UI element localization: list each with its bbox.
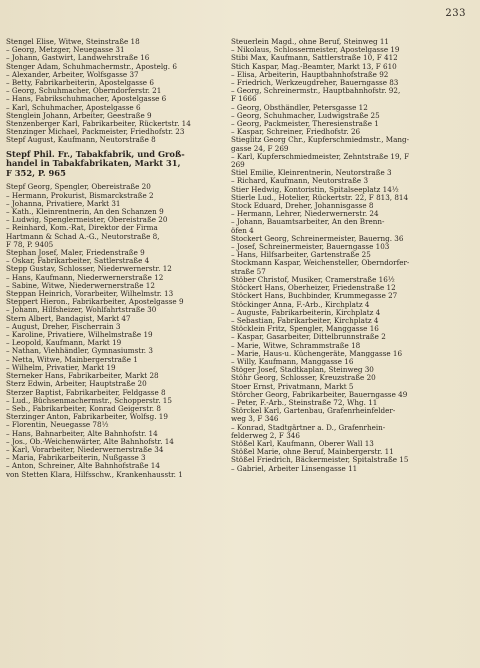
- directory-entry: Störcher Georg, Fabrikarbeiter, Bauerngasse 49: [231, 390, 408, 399]
- directory-entry: – Betty, Fabrikarbeiterin, Apostelgasse 6: [6, 79, 154, 88]
- directory-entry: – Kaspar, Schreiner, Friedhofstr. 26: [231, 128, 361, 137]
- directory-entry: – Richard, Kaufmann, Neutorstraße 3: [231, 177, 369, 186]
- directory-entry: – Georg, Schuhmacher, Oberndorferstr. 21: [6, 87, 162, 96]
- directory-entry: Stenglein Johann, Arbeiter, Geestraße 9: [6, 111, 152, 120]
- directory-entry: Stöckert Hans, Buchbinder, Krummegasse 27: [231, 292, 398, 301]
- directory-entry: – Karl, Schuhmacher, Apostelgasse 6: [6, 103, 141, 112]
- directory-entry: handel in Tabakfabrikaten, Markt 31,: [6, 159, 181, 169]
- directory-entry: – Gabriel, Arbeiter Linsengasse 11: [231, 464, 358, 473]
- directory-entry: Stockert Georg, Schreinermeister, Bauerng. 36: [231, 234, 404, 243]
- directory-entry: – Hans, Fabrikschuhmacher, Apostelgasse 6: [6, 95, 167, 104]
- directory-entry: – Alexander, Arbeiter, Wolfsgasse 37: [6, 70, 139, 79]
- directory-entry: – Konrad, Stadtgärtner a. D., Grafenrhein-: [231, 423, 386, 432]
- directory-entry: Stöcklein Fritz, Spengler, Manggasse 16: [231, 325, 379, 334]
- directory-entry: – Kaspar, Gasarbeiter, Dittelbrunnstraße 2: [231, 333, 386, 342]
- directory-entry: Stenzenberger Karl, Fabrikarbeiter, Rückertstr. 14: [6, 120, 191, 129]
- directory-entry: – Jos., Ob.-Weichenwärter, Alte Bahnhofstr. 14: [6, 437, 174, 446]
- directory-entry: Stepf August, Kaufmann, Neutorstraße 8: [6, 136, 156, 145]
- directory-entry: Stierle Lud., Hotelier, Rückertstr. 22, F 813, 814: [231, 193, 409, 202]
- directory-entry: – Leopold, Kaufmann, Markt 19: [6, 339, 122, 348]
- directory-entry: – Johann, Hilfsheizer, Wohlfahrtstraße 30: [6, 306, 157, 315]
- directory-entry: – Anton, Schreiner, Alte Bahnhofstraße 14: [6, 462, 160, 471]
- directory-entry: Stöhr Georg, Schlosser, Kreuzstraße 20: [231, 374, 376, 383]
- directory-entry: – Hans, Bahnarbeiter, Alte Bahnhofstr. 14: [6, 429, 158, 438]
- directory-entry: – Oskar, Fabrikarbeiter, Sattlerstraße 4: [6, 257, 150, 266]
- directory-entry: Steppert Hieron., Fabrikarbeiter, Apostelgasse 9: [6, 298, 184, 307]
- directory-entry: felderweg 2, F 346: [231, 431, 300, 440]
- directory-entry: – Hermann, Prokurist, Bismarckstraße 2: [6, 191, 154, 200]
- directory-entry: Störckel Karl, Gartenbau, Grafenrheinfelder-: [231, 407, 396, 416]
- directory-entry: – Nathan, Viehhändler, Gymnasiumstr. 3: [6, 347, 153, 356]
- directory-entry: Stephan Josef, Maler, Friedenstraße 9: [6, 249, 145, 258]
- directory-entry: – Sebastian, Fabrikarbeiter, Kirchplatz 4: [231, 316, 379, 325]
- directory-entry: Stenger Adam, Schuhmachermstr., Apostelg. 6: [6, 62, 177, 71]
- directory-entry: Stier Hedwig, Kontoristin, Spitalseeplatz 14½: [231, 185, 399, 194]
- directory-entry: Sterzinger Anton, Fabrikarbeiter, Wolfsg. 19: [6, 413, 168, 422]
- directory-entry: – Nikolaus, Schlossermeister, Apostelgasse 19: [231, 46, 400, 55]
- directory-entry: – Kath., Kleinrentnerin, An den Schanzen 9: [6, 208, 164, 217]
- directory-entry: 269: [231, 161, 245, 170]
- directory-entry: Stoer Ernst, Privatmann, Markt 5: [231, 382, 354, 391]
- directory-entry: von Stetten Klara, Hilfsschw., Krankenhausstr. 1: [6, 470, 183, 479]
- directory-entry: – Maria, Fabrikarbeiterin, Nußgasse 3: [6, 454, 146, 463]
- directory-entry: – Georg, Schuhmacher, Ludwigstraße 25: [231, 111, 380, 120]
- directory-entry: Sterneker Hans, Fabrikarbeiter, Markt 28: [6, 372, 159, 381]
- directory-entry: – Netta, Witwe, Mainbergerstraße 1: [6, 355, 138, 364]
- directory-entry: Stern Albert, Bandagist, Markt 47: [6, 314, 131, 323]
- directory-entry: F 78, P. 9405: [6, 240, 54, 249]
- directory-entry: Stenzinger Michael, Packmeister, Friedhofstr. 23: [6, 128, 185, 137]
- page-number: 233: [445, 8, 466, 19]
- directory-entry: – Wilhelm, Privatier, Markt 19: [6, 363, 116, 372]
- directory-entry: – Peter, F.-Arb., Steinstraße 72, Whg. 11: [231, 398, 378, 407]
- directory-entry: Stößel Karl, Kaufmann, Oberer Wall 13: [231, 439, 374, 448]
- directory-entry: – Georg, Packmeister, Theresienstraße 1: [231, 120, 379, 129]
- directory-entry: – Sabine, Witwe, Niederwernerstraße 12: [6, 281, 155, 290]
- directory-entry: – Auguste, Fabrikarbeiterin, Kirchplatz 4: [231, 308, 381, 317]
- directory-entry: gasse 24, F 269: [231, 144, 289, 153]
- directory-entry: – Georg, Obsthändler, Petersgasse 12: [231, 103, 368, 112]
- directory-entry: F 352, P. 965: [6, 168, 66, 178]
- directory-entry: weg 3, F 346: [231, 415, 279, 424]
- directory-entry: Stepf Georg, Spengler, Obereistraße 20: [6, 183, 151, 192]
- directory-entry: – Johann, Bauamtsarbeiter, An den Brenn-: [231, 218, 385, 227]
- directory-entry: Stöber Christof, Musiker, Cramerstraße 16½: [231, 275, 395, 284]
- directory-entry: F 1666: [231, 95, 257, 104]
- directory-entry: Sterzer Baptist, Fabrikarbeiter, Feldgasse 8: [6, 388, 166, 397]
- directory-entry: – Marie, Haus-u. Küchengeräte, Manggasse 16: [231, 349, 403, 358]
- directory-entry: Stibi Max, Kaufmann, Sattlerstraße 10, F 412: [231, 54, 398, 63]
- directory-entry: – Willy, Kaufmann, Manggasse 16: [231, 357, 354, 366]
- directory-entry: – Georg, Metzger, Neuegasse 31: [6, 46, 125, 55]
- directory-entry: Steuerlein Magd., ohne Beruf, Steinweg 11: [231, 38, 389, 46]
- directory-entry: – Hans, Kaufmann, Niederwernerstraße 12: [6, 273, 164, 282]
- directory-entry: Stepf Phil. Fr., Tabakfabrik, und Groß-: [6, 149, 185, 159]
- directory-entry: – Florentin, Neuegasse 78½: [6, 421, 109, 430]
- directory-entry: Hartmann & Schad A.-G., Neutorstraße 8,: [6, 232, 160, 241]
- directory-entry: Sterz Edwin, Arbeiter, Hauptstraße 20: [6, 380, 147, 389]
- directory-entry: – Ludwig, Spenglermeister, Obereistraße 20: [6, 216, 168, 225]
- directory-entry: Stieglitz Georg Chr., Kupferschmiedmstr., Mang-: [231, 136, 410, 145]
- directory-entry: – Johann, Gastwirt, Landwehrstraße 16: [6, 54, 150, 63]
- directory-entry: Stöckinger Anna, F.-Arb., Kirchplatz 4: [231, 300, 370, 309]
- right-column: [231, 38, 447, 473]
- directory-entry: Stockmann Kaspar, Weichensteller, Oberndorfer-: [231, 259, 410, 268]
- directory-entry: – Josef, Schreinermeister, Bauerngasse 103: [231, 243, 390, 252]
- left-column: [6, 38, 222, 479]
- directory-entry: Stock Eduard, Dreher, Johannisgasse 8: [231, 202, 374, 211]
- directory-entry: – Marie, Witwe, Schrammstraße 18: [231, 341, 361, 350]
- directory-entry: – Karl, Vorarbeiter, Niederwernerstraße 34: [6, 445, 164, 454]
- directory-entry: Stöckert Hans, Oberheizer, Friedenstraße 12: [231, 284, 396, 293]
- directory-entry: – Karoline, Privatiere, Wilhelmstraße 19: [6, 331, 153, 340]
- directory-entry: Steppan Heinrich, Vorarbeiter, Wilhelmstr. 13: [6, 290, 174, 299]
- directory-entry: – Lud., Büchsenmachermstr., Schopperstr. 15: [6, 396, 172, 405]
- directory-entry: – Georg, Schreinermstr., Hauptbahnhofstr. 92,: [231, 87, 401, 96]
- directory-entry: Stich Kaspar, Mag.-Beamter, Markt 13, F 610: [231, 62, 397, 71]
- directory-entry: – Elisa, Arbeiterin, Hauptbahnhofstraße 92: [231, 70, 389, 79]
- directory-entry: Stößel Marie, ohne Beruf, Mainbergerstr. 11: [231, 448, 394, 457]
- directory-entry: Stöger Josef, Stadtkaplan, Steinweg 30: [231, 366, 374, 375]
- directory-entry: straße 57: [231, 267, 266, 276]
- directory-entry: Stepp Gustav, Schlosser, Niederwernerstr. 12: [6, 265, 172, 274]
- directory-entry: – Friedrich, Werkzeugdreher, Bauerngasse 83: [231, 79, 399, 88]
- directory-entry: Stengel Elise, Witwe, Steinstraße 18: [6, 38, 140, 46]
- directory-entry: – Hermann, Lehrer, Niederwernerstr. 24: [231, 210, 379, 219]
- directory-entry: – Johanna, Privatiere, Markt 31: [6, 199, 121, 208]
- directory-entry: Stiel Emilie, Kleinrentnerin, Neutorstraße 3: [231, 169, 392, 178]
- directory-entry: – Hans, Hilfsarbeiter, Gartenstraße 25: [231, 251, 371, 260]
- directory-entry: öfen 4: [231, 226, 254, 235]
- directory-entry: – Reinhard, Kom.-Rat, Direktor der Firma: [6, 224, 158, 233]
- directory-entry: – Karl, Kupferschmiedmeister, Zehntstraße 19, F: [231, 152, 410, 161]
- directory-entry: – August, Dreher, Fischerrain 3: [6, 322, 121, 331]
- directory-entry: Stößel Friedrich, Bäckermeister, Spitalstraße 15: [231, 456, 409, 465]
- directory-entry: – Seb., Fabrikarbeiter, Konrad Geigerstr. 8: [6, 404, 161, 413]
